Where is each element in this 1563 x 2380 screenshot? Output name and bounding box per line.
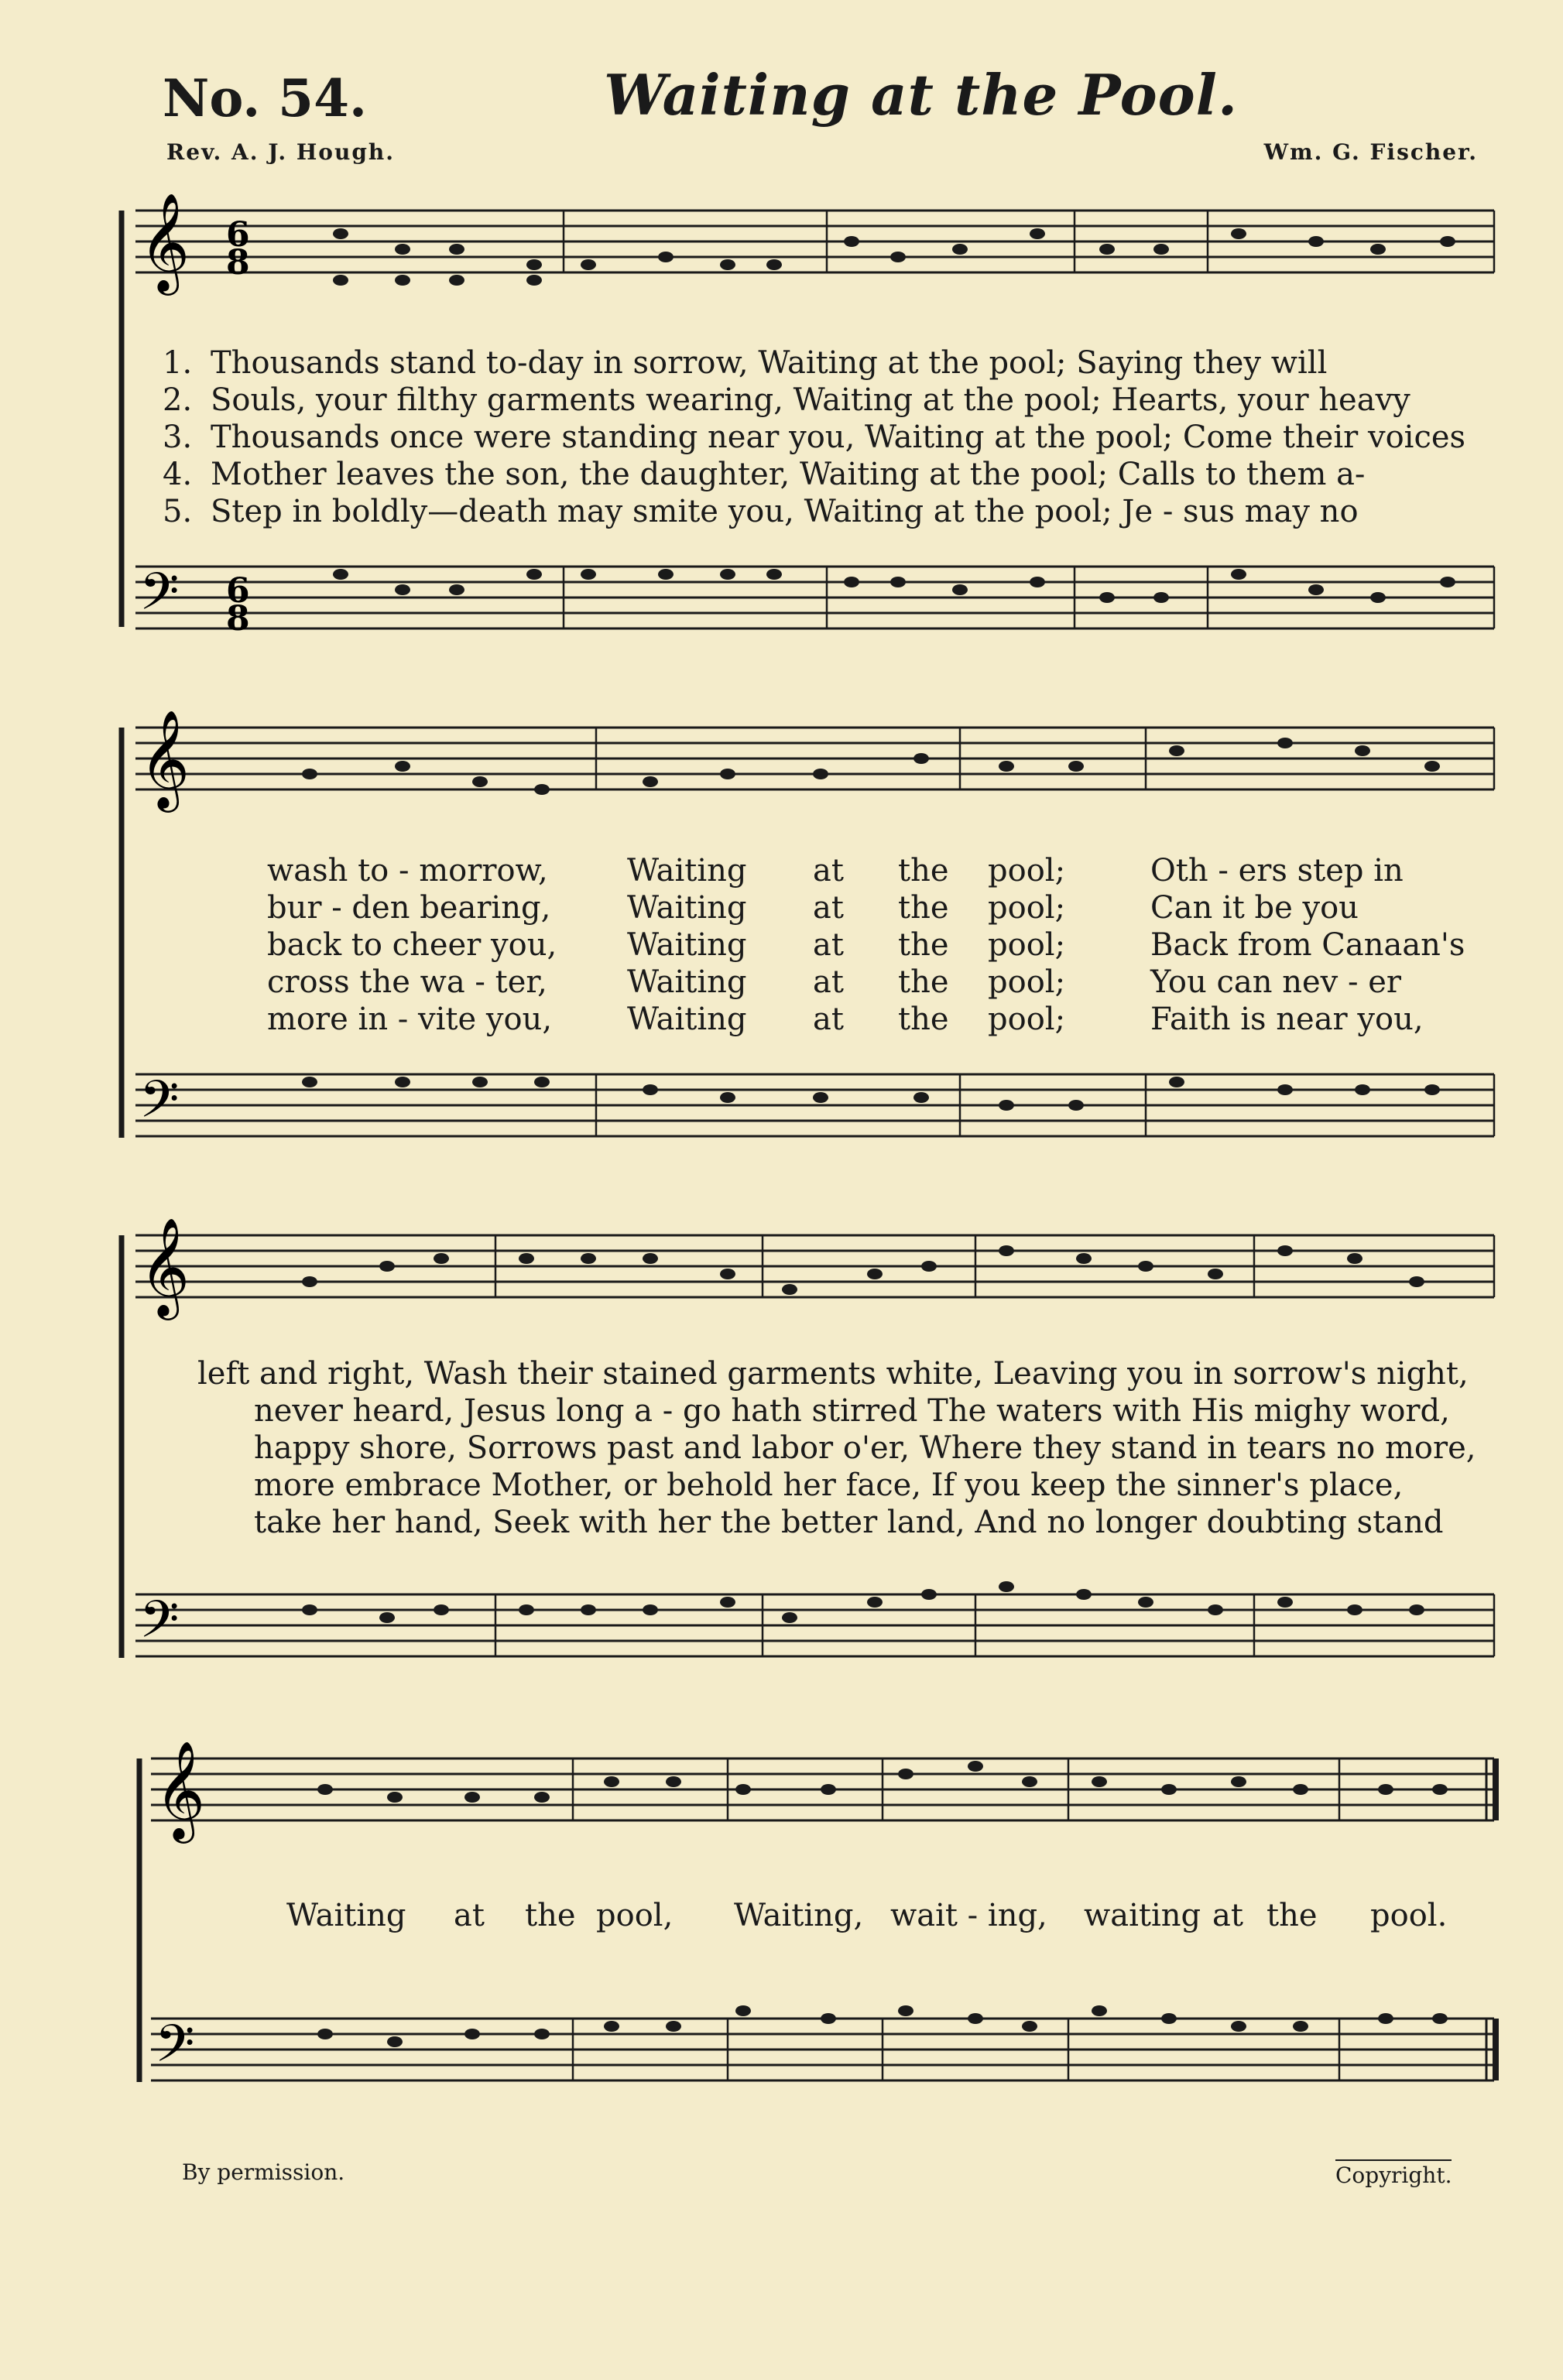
permission-note: By permission.	[182, 2159, 345, 2185]
lyric: Waiting	[627, 964, 747, 1000]
lyric: the	[898, 1002, 949, 1037]
verse-line-1	[163, 345, 1327, 381]
lyric-line: never heard, Jesus long a - go hath stirred The waters with His mighy word,	[254, 1393, 1450, 1429]
lyric: Waiting	[627, 1002, 747, 1037]
verse-text: Mother leaves the son, the daughter, Waiting at the pool; Calls to them a-	[211, 457, 1366, 492]
lyric: the	[898, 964, 949, 1000]
system-1-treble-staff	[135, 211, 1494, 272]
hymn-title: Waiting at the Pool.	[604, 62, 1239, 128]
treble-clef-icon: 𝄞	[139, 1217, 190, 1316]
time-signature-top: 6	[226, 215, 250, 255]
lyric: the	[898, 890, 949, 926]
lyric-line: take her hand, Seek with her the better land, And no longer doubting stand	[254, 1505, 1444, 1540]
verse-text: Thousands once were standing near you, Waiting at the pool; Come their voices	[211, 419, 1466, 455]
verse-text: Thousands stand to-day in sorrow, Waiting at the pool; Saying they will	[211, 345, 1328, 381]
verse-line-5	[163, 494, 1359, 529]
lyric: You can nev - er	[1150, 964, 1401, 1000]
lyric: the	[898, 853, 949, 889]
lyric: wait - ing,	[890, 1898, 1047, 1933]
lyric: pool;	[988, 890, 1066, 926]
lyric: Back from Canaan's	[1150, 927, 1465, 963]
lyric: pool;	[988, 1002, 1066, 1037]
lyric: at	[813, 964, 844, 1000]
verse-line-3	[163, 419, 1465, 455]
lyric-line: left and right, Wash their stained garments white, Leaving you in sorrow's night,	[197, 1356, 1469, 1392]
lyric: pool,	[596, 1898, 674, 1933]
time-signature-bass-top: 6	[226, 571, 250, 611]
lyric: at	[454, 1898, 485, 1933]
lyric: Waiting	[286, 1898, 406, 1933]
lyricist-credit: Rev. A. J. Hough.	[166, 139, 395, 165]
bass-clef-icon: 𝄢	[155, 2014, 195, 2086]
lyric: cross the wa - ter,	[267, 964, 547, 1000]
lyric: Waiting,	[734, 1898, 864, 1933]
time-signature-bass-bottom: 8	[226, 599, 250, 639]
lyric: the	[525, 1898, 576, 1933]
verse-line-2	[163, 382, 1410, 418]
verse-number: 1.	[163, 345, 193, 381]
lyric: Faith is near you,	[1150, 1002, 1424, 1037]
lyric: at	[813, 1002, 844, 1037]
verse-line-4	[163, 457, 1365, 492]
verse-text: Souls, your filthy garments wearing, Waiting at the pool; Hearts, your heavy	[211, 382, 1410, 418]
lyric: the	[1267, 1898, 1318, 1933]
lyric: bur - den bearing,	[267, 890, 551, 926]
bass-clef-icon: 𝄢	[139, 1070, 180, 1142]
composer-credit: Wm. G. Fischer.	[1263, 139, 1478, 165]
lyric: at	[813, 853, 844, 889]
lyric: pool;	[988, 927, 1066, 963]
system-2-treble-staff	[135, 728, 1494, 789]
copyright-note: Copyright.	[1335, 2159, 1452, 2188]
lyric: pool;	[988, 964, 1066, 1000]
lyric: pool;	[988, 853, 1066, 889]
bass-clef-icon: 𝄢	[139, 1590, 180, 1662]
verse-number: 5.	[163, 494, 193, 529]
lyric-line: more embrace Mother, or behold her face, If you keep the sinner's place,	[254, 1467, 1404, 1503]
lyric: at	[813, 890, 844, 926]
verse-text: Step in boldly—death may smite you, Waiting at the pool; Je - sus may no	[211, 494, 1359, 529]
system-4-bass-staff	[151, 2019, 1494, 2080]
verse-number: 4.	[163, 457, 193, 492]
lyric: back to cheer you,	[267, 927, 557, 963]
lyric: Oth - ers step in	[1150, 853, 1404, 889]
lyric: waiting	[1084, 1898, 1201, 1933]
lyric: Waiting	[627, 853, 747, 889]
verse-number: 3.	[163, 419, 193, 455]
lyric: Waiting	[627, 927, 747, 963]
hymn-number: No. 54.	[163, 68, 367, 128]
lyric: more in - vite you,	[267, 1002, 553, 1037]
lyric: wash to - morrow,	[267, 853, 548, 889]
treble-clef-icon: 𝄞	[155, 1740, 206, 1839]
lyric: pool.	[1370, 1898, 1448, 1933]
verse-number: 2.	[163, 382, 193, 418]
lyric: at	[1212, 1898, 1243, 1933]
treble-clef-icon: 𝄞	[139, 192, 190, 291]
lyric: Can it be you	[1150, 890, 1359, 926]
lyric-line: happy shore, Sorrows past and labor o'er, Where they stand in tears no more,	[254, 1430, 1476, 1466]
treble-clef-icon: 𝄞	[139, 709, 190, 808]
lyric: Waiting	[627, 890, 747, 926]
system-3-treble-staff	[135, 1235, 1494, 1297]
lyric: the	[898, 927, 949, 963]
final-double-barline	[1486, 1758, 1496, 2080]
bass-clef-icon: 𝄢	[139, 562, 180, 634]
system-2-bass-staff	[135, 1074, 1494, 1136]
lyric: at	[813, 927, 844, 963]
time-signature-bottom: 8	[226, 243, 250, 283]
